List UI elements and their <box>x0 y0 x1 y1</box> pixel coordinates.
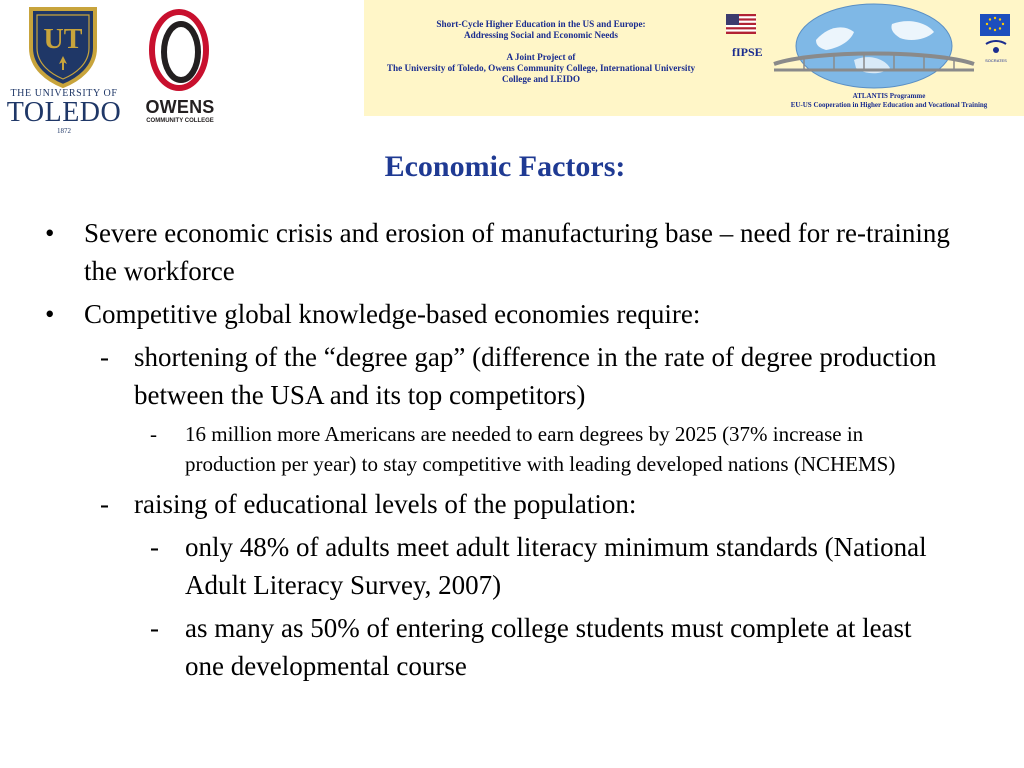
svg-text:SOCRATES: SOCRATES <box>985 58 1007 63</box>
banner-text <box>364 0 718 85</box>
bullet-marker: • <box>45 299 55 329</box>
bullet-item <box>0 214 1024 290</box>
owens-o-mark-icon <box>148 8 210 92</box>
sub-bullet-text: raising of educational levels of the population: <box>134 489 637 519</box>
sub-bullet-item <box>0 338 1024 414</box>
sub-sub-bullet-item <box>0 609 1024 685</box>
sub-bullet-text: shortening of the “degree gap” (difference in the rate of degree production between the USA and its top competitors) <box>134 342 937 410</box>
slide-content <box>0 214 1024 690</box>
bullet-text: Severe economic crisis and erosion of manufacturing base – need for re-training the workforce <box>84 218 950 286</box>
dash-marker: - <box>100 342 109 372</box>
banner-title-line1: Short-Cycle Higher Education in the US and Europe: <box>436 19 646 29</box>
banner-joint-line1: A Joint Project of <box>506 52 576 62</box>
sub-sub-bullet-item <box>0 528 1024 604</box>
bullet-text: Competitive global knowledge-based economies require: <box>84 299 701 329</box>
ut-logo-wordmark: TOLEDO <box>6 97 122 128</box>
banner-title-line2: Addressing Social and Economic Needs <box>464 30 618 40</box>
banner-joint-line2: The University of Toledo, Owens Community College, International University <box>386 63 696 73</box>
owens-subtitle: COMMUNITY COLLEGE <box>146 118 214 124</box>
sub-bullet-item <box>0 485 1024 523</box>
banner-joint-line3: College and LEIDO <box>501 74 581 84</box>
dash-marker: - <box>150 613 159 643</box>
ut-logo-line1: THE UNIVERSITY OF <box>10 88 118 99</box>
banner-programme-line1: ATLANTIS Programme <box>852 92 926 100</box>
bullet-item <box>0 295 1024 333</box>
us-flag-icon <box>726 14 756 34</box>
dash-marker: - <box>150 532 159 562</box>
university-of-toledo-logo <box>0 2 130 138</box>
dash-marker: - <box>100 489 109 519</box>
banner-programme-line2: EU-US Cooperation in Higher Education and Vocational Training <box>790 101 988 109</box>
bullet-marker: • <box>45 218 55 248</box>
owens-wordmark: OWENS <box>145 97 215 117</box>
sub-sub-bullet-text: as many as 50% of entering college students must complete at least one developmental course <box>185 613 912 681</box>
banner-programme-text <box>754 92 1024 110</box>
slide-title: Economic Factors: <box>384 150 626 183</box>
fipse-logo-icon: fIPSE <box>732 45 763 59</box>
agency-logo-icon <box>985 41 1007 63</box>
svg-text:UT: UT <box>43 24 83 55</box>
eu-flag-icon <box>980 14 1010 36</box>
owens-community-college-logo <box>138 8 222 128</box>
sub-sub-bullet-text: only 48% of adults meet adult literacy minimum standards (National Adult Literacy Survey, 2007) <box>185 532 927 600</box>
ut-shield-icon <box>28 6 98 88</box>
project-banner <box>364 0 1024 116</box>
sub-sub-bullet-item <box>0 419 1024 479</box>
ut-logo-year: 1872 <box>57 127 71 135</box>
dash-marker: - <box>150 422 157 446</box>
sub-sub-bullet-text: 16 million more Americans are needed to earn degrees by 2025 (37% increase in production per year) to stay competitive with leading developed nations (NCHEMS) <box>185 422 896 476</box>
